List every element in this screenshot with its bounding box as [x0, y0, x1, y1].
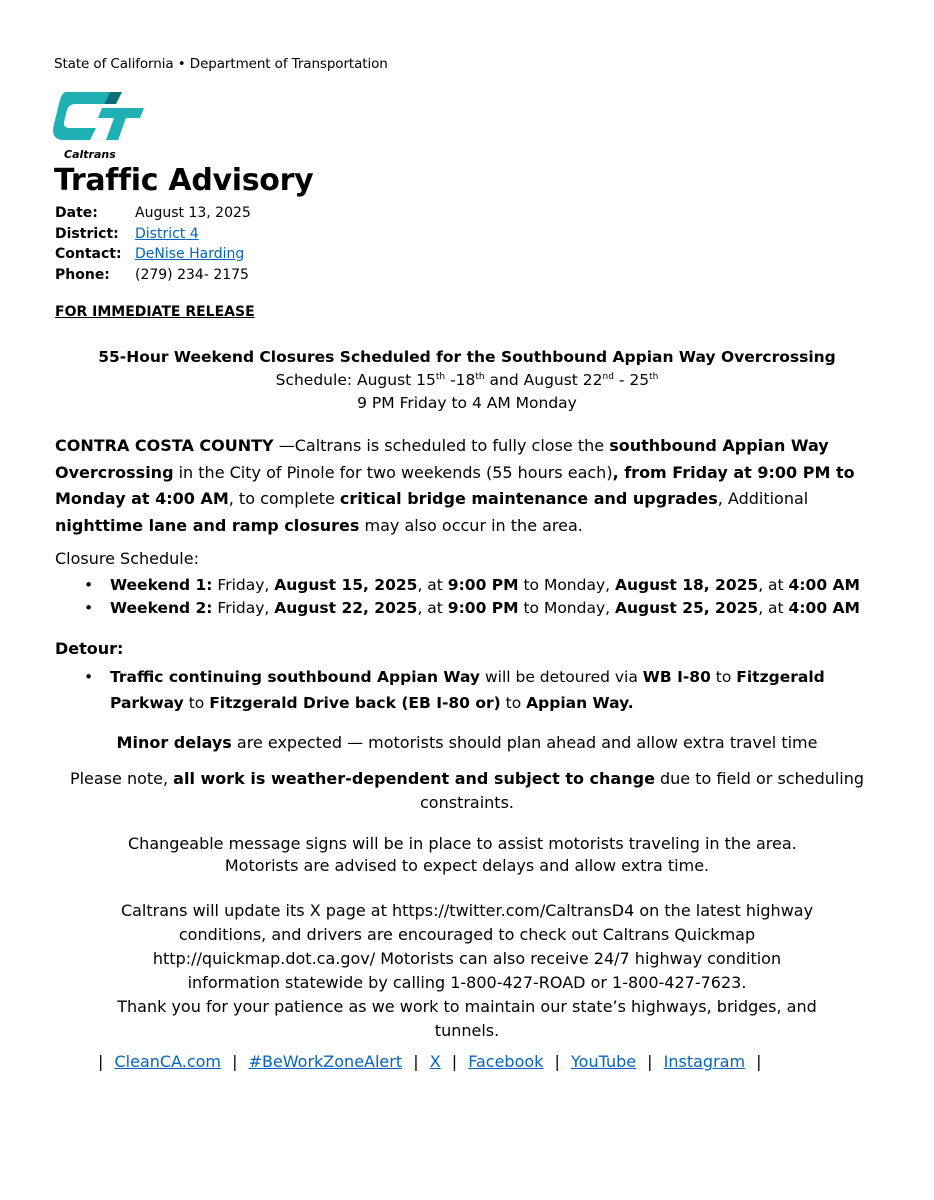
- text: will be detoured via: [480, 668, 643, 686]
- from-date: August 22, 2025: [274, 599, 418, 617]
- intro-bold-4: nighttime lane and ramp closures: [55, 515, 360, 535]
- headline-hours: 9 PM Friday to 4 AM Monday: [357, 394, 577, 412]
- update-line: Thank you for your patience as we work to maintain our state’s highways, bridges, and: [117, 997, 817, 1016]
- detour-bold: Fitzgerald Parkway: [110, 668, 825, 712]
- detour-label: Detour:: [55, 639, 124, 658]
- update-line: information statewide by calling 1-800-427-ROAD or 1-800-427-7623.: [187, 973, 747, 992]
- release-label: FOR IMMEDIATE RELEASE: [55, 304, 255, 320]
- list-item: [80, 597, 880, 620]
- sup-3: nd: [602, 372, 614, 382]
- weekend-name: Weekend 1:: [110, 576, 213, 594]
- to-date: August 18, 2025: [615, 576, 759, 594]
- update-line: http://quickmap.dot.ca.gov/ Motorists can also receive 24/7 highway condition: [152, 949, 782, 968]
- separator: |: [554, 1052, 560, 1071]
- text: to: [183, 694, 210, 712]
- meta-block: [55, 203, 251, 285]
- schedule-text-4: - 25: [613, 371, 650, 389]
- minor-rest: are expected — motorists should plan ahead and allow extra travel time: [231, 733, 818, 752]
- x-link[interactable]: X: [429, 1052, 441, 1071]
- text: to Monday,: [518, 576, 615, 594]
- to-time: 4:00 AM: [788, 599, 860, 617]
- phone-value: (279) 234- 2175: [135, 266, 249, 283]
- weekend-name: Weekend 2:: [110, 599, 213, 617]
- separator: |: [451, 1052, 458, 1071]
- schedule-text-2: -18: [445, 371, 476, 389]
- cleanca-link[interactable]: CleanCA.com: [114, 1052, 221, 1071]
- separator: |: [98, 1052, 104, 1071]
- date-label: Date:: [55, 205, 98, 221]
- separator: |: [413, 1052, 419, 1071]
- update-line: conditions, and drivers are encouraged to check out Caltrans Quickmap: [178, 925, 756, 944]
- date-row: [55, 203, 251, 224]
- intro-text-2: in the City of Pinole for two weekends (55 hours each): [173, 462, 613, 482]
- instagram-link[interactable]: Instagram: [663, 1052, 746, 1071]
- cms-line-2: Motorists are advised to expect delays and allow extra time.: [224, 856, 710, 875]
- district-link[interactable]: District 4: [135, 225, 199, 242]
- intro-bold-2: , from Friday at 9:00 PM to Monday at 4:00 AM: [55, 462, 855, 508]
- text: to: [500, 694, 527, 712]
- text: , at: [758, 599, 789, 617]
- facebook-link[interactable]: Facebook: [468, 1052, 544, 1071]
- district-row: [55, 224, 251, 245]
- page-title: Traffic Advisory: [54, 163, 314, 198]
- intro-paragraph: [55, 433, 885, 539]
- text: , at: [758, 576, 789, 594]
- contact-link[interactable]: DeNise Harding: [135, 246, 245, 262]
- text: to Monday,: [518, 599, 615, 617]
- detour-bold: WB I-80: [642, 668, 711, 686]
- intro-text-4: , Additional: [717, 489, 809, 508]
- update-paragraph: [40, 899, 894, 1043]
- headline-schedule: [40, 369, 894, 392]
- text: , at: [417, 599, 448, 617]
- detour-bold: Appian Way.: [526, 694, 634, 712]
- contact-row: [55, 244, 251, 265]
- schedule-text-3: and August 22: [484, 371, 603, 389]
- cms-line-1: Changeable message signs will be in place to assist motorists traveling in the area.: [128, 834, 797, 853]
- list-item: [80, 664, 880, 716]
- footer-links: [92, 1052, 768, 1071]
- detour-bold: Fitzgerald Drive back (EB I-80 or): [209, 694, 501, 712]
- text: to: [710, 668, 737, 686]
- detour-list: [80, 664, 880, 716]
- beworkzonealert-link[interactable]: #BeWorkZoneAlert: [248, 1052, 403, 1071]
- headline: 55-Hour Weekend Closures Scheduled for the Southbound Appian Way Overcrossing: [98, 348, 836, 366]
- separator: |: [647, 1052, 653, 1071]
- update-line: tunnels.: [434, 1021, 500, 1040]
- from-date: August 15, 2025: [274, 576, 418, 594]
- minor-bold: Minor delays: [116, 733, 232, 752]
- text: Friday,: [212, 599, 275, 617]
- separator: |: [756, 1052, 762, 1071]
- intro-text-5: may also occur in the area.: [359, 515, 583, 535]
- phone-label: Phone:: [55, 266, 110, 283]
- text: , at: [417, 576, 448, 594]
- agency-line: State of California • Department of Transportation: [54, 56, 388, 72]
- intro-text-1: —Caltrans is scheduled to fully close the: [273, 436, 610, 455]
- sup-4: th: [649, 372, 659, 382]
- phone-row: [55, 265, 251, 286]
- update-line: Caltrans will update its X page at https://twitter.com/CaltransD4 on the latest highway: [120, 901, 814, 920]
- detour-bold: Traffic continuing southbound Appian Way: [110, 668, 481, 686]
- intro-bold-1: southbound Appian Way Overcrossing: [55, 436, 829, 482]
- caltrans-logo-icon: [52, 88, 152, 163]
- text: Friday,: [212, 576, 275, 594]
- from-time: 9:00 PM: [447, 576, 519, 594]
- schedule-text-1: Schedule: August 15: [275, 371, 436, 389]
- closure-schedule-list: [80, 574, 880, 620]
- note-bold: all work is weather-dependent and subject to change: [173, 769, 655, 788]
- note-text-2: due to field or scheduling constraints.: [420, 769, 865, 812]
- caltrans-wordmark: Caltrans: [64, 148, 116, 161]
- to-date: August 25, 2025: [615, 599, 759, 617]
- weather-note: [44, 767, 890, 815]
- sup-1: th: [435, 372, 446, 382]
- youtube-link[interactable]: YouTube: [571, 1052, 637, 1071]
- to-time: 4:00 AM: [788, 576, 860, 594]
- intro-county: CONTRA COSTA COUNTY: [55, 436, 274, 455]
- separator: |: [232, 1052, 238, 1071]
- intro-bold-3: critical bridge maintenance and upgrades: [339, 489, 718, 508]
- list-item: [80, 574, 880, 597]
- note-text-1: Please note,: [69, 769, 174, 788]
- sup-2: th: [475, 372, 485, 382]
- closure-schedule-label: Closure Schedule:: [55, 549, 199, 568]
- contact-label: Contact:: [55, 246, 122, 262]
- intro-text-3: , to complete: [228, 489, 340, 508]
- date-value: August 13, 2025: [135, 205, 251, 221]
- minor-delays-text: [40, 731, 894, 755]
- district-label: District:: [55, 225, 119, 242]
- from-time: 9:00 PM: [447, 599, 519, 617]
